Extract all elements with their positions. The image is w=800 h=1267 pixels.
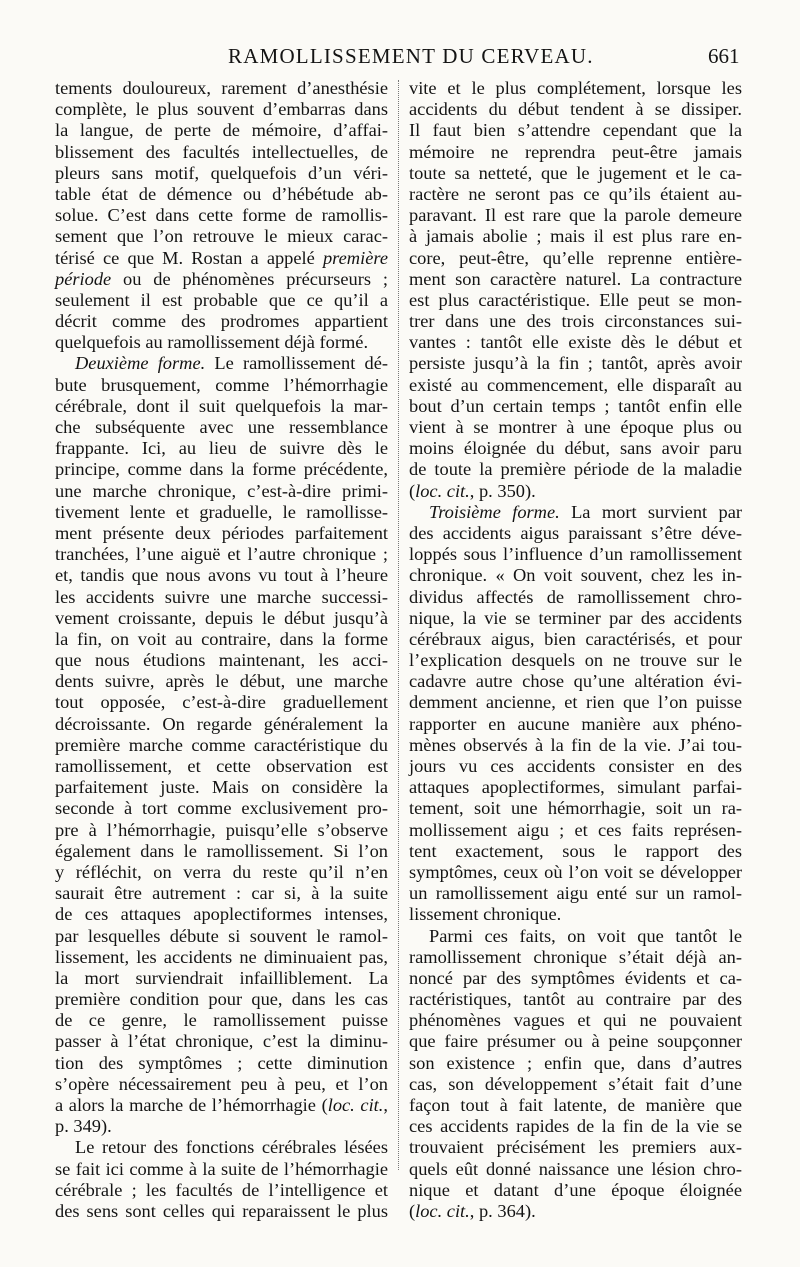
italic-text: loc. cit. xyxy=(415,1200,470,1221)
line-text: noncé par des symptômes évidents et ca- xyxy=(409,967,742,988)
line-text: tion des symptômes ; cette diminution xyxy=(55,1052,388,1073)
line-text: symptômes, ceux où l’on voit se développer xyxy=(409,861,742,882)
text-line xyxy=(409,184,742,205)
text-line xyxy=(409,248,742,269)
line-text: phénomènes vagues et qui ne pouvaient xyxy=(409,1010,742,1031)
text-line xyxy=(409,481,742,502)
line-text: son existence ; enfin que, dans d’autres xyxy=(409,1052,742,1073)
line-text: dents suivre, après le début, une marche xyxy=(55,671,388,692)
line-text: moins éloignée du début, sans avoir paru xyxy=(409,438,742,459)
running-title: RAMOLLISSEMENT DU CERVEAU. xyxy=(228,44,594,68)
line-text: vement croissante, depuis le début jusqu’à xyxy=(55,607,388,628)
text-line xyxy=(55,502,388,523)
line-text: à jamais abolie ; mais il est plus rare en- xyxy=(409,226,742,247)
italic-text: loc. cit. xyxy=(415,480,470,501)
text-line xyxy=(55,671,388,692)
text-line xyxy=(409,417,742,438)
line-text: s’opère nécessairement peu à peu, et l’on xyxy=(55,1073,388,1094)
text-line xyxy=(409,565,742,586)
text-line xyxy=(409,396,742,417)
line-text: persiste jusqu’à la fin ; tantôt, après avoir xyxy=(409,353,742,374)
line-text: solue. C’est dans cette forme de ramollis- xyxy=(55,205,388,226)
text-line xyxy=(55,587,388,608)
text-line xyxy=(409,1031,742,1052)
line-text: ractéristiques, tantôt au contraire par des xyxy=(409,989,742,1010)
text-line xyxy=(55,438,388,459)
line-text: ces accidents rapides de la fin de la vie se xyxy=(409,1116,742,1137)
text-line xyxy=(409,777,742,798)
text-line xyxy=(55,714,388,735)
line-text: tranchées, l’une aiguë et l’autre chronique ; xyxy=(55,544,388,565)
right-text-column xyxy=(409,78,742,1222)
text-line xyxy=(55,1074,388,1095)
page-number: 661 xyxy=(708,44,740,68)
line-text: ( xyxy=(409,480,416,501)
line-text: Le ramollissement dé- xyxy=(205,353,388,374)
line-text: tivement lente et graduelle, le ramollisse- xyxy=(55,501,388,522)
line-text: trer dans une des trois circonstances sui- xyxy=(409,311,742,332)
line-text: , p. 350). xyxy=(469,480,536,501)
text-line xyxy=(55,1180,388,1201)
text-line xyxy=(409,735,742,756)
line-text: y réfléchit, on verra du reste qu’il n’en xyxy=(55,861,388,882)
line-text: cérébrale ; les facultés de l’intelligence et xyxy=(55,1179,388,1200)
text-line xyxy=(55,1031,388,1052)
text-line xyxy=(55,989,388,1010)
line-text: ramollissement chronique s’était déjà an- xyxy=(409,946,742,967)
text-line xyxy=(55,1159,388,1180)
line-text: décroissante. On regarde généralement la xyxy=(55,713,388,734)
line-text: la langue, de perte de mémoire, d’affai- xyxy=(55,120,388,141)
left-text-column xyxy=(55,78,388,1222)
text-line xyxy=(55,629,388,650)
line-text: Le retour des fonctions cérébrales lésées xyxy=(75,1137,388,1158)
text-line xyxy=(409,99,742,120)
text-line xyxy=(55,353,388,374)
line-text: toute sa netteté, que le jugement et le ca- xyxy=(409,162,742,183)
text-line xyxy=(409,163,742,184)
text-line xyxy=(409,1116,742,1137)
line-text: Il faut bien s’attendre cependant que la xyxy=(409,120,742,141)
line-text: ( xyxy=(409,1200,416,1221)
line-text: l’explication desquels on ne trouve sur le xyxy=(409,650,742,671)
text-line xyxy=(409,1095,742,1116)
line-text: bute brusquement, comme l’hémorrhagie xyxy=(55,374,388,395)
text-line xyxy=(409,502,742,523)
text-line xyxy=(409,311,742,332)
line-text: vantes : tantôt elle existe dès le début et xyxy=(409,332,742,353)
line-text: nique, la vie se terminer par des accidents xyxy=(409,607,742,628)
line-text: décrit comme des prodromes appartient xyxy=(55,311,388,332)
text-line xyxy=(409,269,742,290)
text-line xyxy=(409,226,742,247)
text-line xyxy=(55,862,388,883)
text-line xyxy=(55,883,388,904)
text-line xyxy=(55,968,388,989)
line-text: blissement des facultés intellectuelles, de xyxy=(55,141,388,162)
text-line xyxy=(55,947,388,968)
line-text: mollissement aigu ; et ces faits représen- xyxy=(409,819,742,840)
text-line xyxy=(409,798,742,819)
text-line xyxy=(409,290,742,311)
text-line xyxy=(55,650,388,671)
line-text: un ramollissement aigu enté sur un ramol- xyxy=(409,883,742,904)
line-text: façon tout à fait latente, de manière que xyxy=(409,1095,742,1115)
line-text: , p. 364). xyxy=(469,1200,536,1221)
line-text: cérébraux aigus, bien caractérisés, et pour xyxy=(409,628,742,649)
text-line xyxy=(55,841,388,862)
text-line xyxy=(409,947,742,968)
text-line xyxy=(55,735,388,756)
line-text: cadavre autre chose qu’une altération évi- xyxy=(409,671,742,692)
italic-text: Troisième forme. xyxy=(429,501,560,522)
line-text: trouvaient précisément les premiers aux- xyxy=(409,1137,742,1158)
text-line xyxy=(55,163,388,184)
page-header xyxy=(0,44,800,74)
line-text: quels eût donné naissance une lésion chro- xyxy=(409,1158,742,1179)
line-text: des accidents aigus paraissant s’être déve- xyxy=(409,522,742,543)
line-text: existé au commencement, elle disparaît au xyxy=(409,374,742,395)
text-line xyxy=(55,184,388,205)
line-text: bout d’un certain temps ; tantôt enfin elle xyxy=(409,395,742,416)
line-text: de toute la première période de la maladie xyxy=(409,459,742,480)
text-line xyxy=(55,756,388,777)
line-text: et, tandis que nous avons vu tout à l’heure xyxy=(55,565,388,586)
text-line xyxy=(409,756,742,777)
line-text: par lesquelles débute si souvent le ramol- xyxy=(55,925,388,946)
text-line xyxy=(409,1201,742,1222)
text-line xyxy=(409,1180,742,1201)
text-line xyxy=(409,883,742,904)
line-text: a alors la marche de l’hémorrhagie ( xyxy=(55,1095,328,1115)
text-line xyxy=(409,608,742,629)
text-line xyxy=(409,142,742,163)
italic-text: loc. cit. xyxy=(327,1095,384,1115)
text-line xyxy=(409,1074,742,1095)
text-line xyxy=(55,375,388,396)
text-line xyxy=(55,332,388,353)
line-text: vite et le plus complétement, lorsque les xyxy=(409,78,742,98)
line-text: ment présente deux périodes parfaitement xyxy=(55,522,388,543)
line-text: vient à se montrer à une époque plus ou xyxy=(409,417,742,437)
line-text: chronique. « On voit souvent, chez les in- xyxy=(409,565,742,586)
text-line xyxy=(409,692,742,713)
line-text: Parmi ces faits, on voit que tantôt le xyxy=(429,925,742,946)
text-line xyxy=(409,353,742,374)
text-line xyxy=(409,375,742,396)
line-text: que nous étudions maintenant, les acci- xyxy=(55,650,388,671)
line-text: paravant. Il est rare que la parole demeure xyxy=(409,205,742,226)
text-line xyxy=(55,269,388,290)
line-text: quelquefois au ramollissement déjà formé. xyxy=(55,332,369,353)
text-line xyxy=(409,650,742,671)
line-text: des sens sont celles qui reparaissent le plus xyxy=(55,1200,388,1221)
line-text: ramollissement, et cette observation est xyxy=(55,756,388,776)
line-text: mènes observés à la fin de la vie. J’ai tou- xyxy=(409,734,742,755)
text-line xyxy=(55,565,388,586)
text-line xyxy=(409,629,742,650)
text-line xyxy=(55,1095,388,1116)
line-text: tout opposée, c’est-à-dire graduellement xyxy=(55,692,388,713)
line-text: saurait être autrement : car si, à la suite xyxy=(55,883,388,904)
line-text: jours vu ces accidents consister en des xyxy=(409,756,742,776)
text-line xyxy=(55,1053,388,1074)
line-text: accidents du début tendent à se dissiper. xyxy=(409,99,742,120)
text-line xyxy=(55,820,388,841)
line-text: de ces attaques apoplectiformes intenses, xyxy=(55,904,388,925)
italic-text: Deuxième forme. xyxy=(75,353,206,374)
text-line xyxy=(409,1010,742,1031)
line-text: se fait ici comme à la suite de l’hémorrhagie xyxy=(55,1158,388,1179)
line-text: , xyxy=(383,1095,388,1115)
line-text: la mort surviendrait infailliblement. La xyxy=(55,967,388,988)
line-text: que faire présumer ou à peine soupçonner xyxy=(409,1031,742,1052)
line-text: la fin, on voit au contraire, dans la forme xyxy=(55,628,388,649)
text-line xyxy=(55,777,388,798)
text-line xyxy=(409,205,742,226)
text-line xyxy=(409,820,742,841)
text-line xyxy=(55,523,388,544)
text-line xyxy=(55,481,388,502)
line-text: est plus caractéristique. Elle peut se mon- xyxy=(409,289,742,310)
text-line xyxy=(409,523,742,544)
text-line xyxy=(409,1137,742,1158)
line-text: de ce genre, le ramollissement puisse xyxy=(55,1010,388,1031)
line-text: parfaitement juste. Mais on considère la xyxy=(55,777,388,798)
text-line xyxy=(409,862,742,883)
text-line xyxy=(55,544,388,565)
text-line xyxy=(55,904,388,925)
line-text: cérébrale, dont il suit quelquefois la mar- xyxy=(55,395,388,416)
text-line xyxy=(55,417,388,438)
line-text: première condition pour que, dans les cas xyxy=(55,989,388,1010)
text-line xyxy=(409,841,742,862)
line-text: pleurs sans motif, quelquefois d’un véri- xyxy=(55,162,388,183)
text-line xyxy=(55,459,388,480)
line-text: tements douloureux, rarement d’anesthésie xyxy=(55,78,388,98)
text-line xyxy=(55,1137,388,1158)
line-text: sement que l’on retrouve le mieux carac- xyxy=(55,226,388,247)
text-line xyxy=(55,396,388,417)
line-text: ractère ne seront pas ce qu’ils étaient au- xyxy=(409,183,742,204)
line-text: seulement il est probable que ce qu’il a xyxy=(55,289,388,310)
line-text: cas, son développement s’était fait d’une xyxy=(409,1073,742,1094)
text-line xyxy=(55,1010,388,1031)
line-text: loppés sous l’influence d’un ramollissement xyxy=(409,544,742,565)
text-line xyxy=(55,248,388,269)
text-line xyxy=(409,78,742,99)
line-text: principe, comme dans la forme précédente, xyxy=(55,459,388,480)
text-line xyxy=(55,99,388,120)
text-line xyxy=(55,1116,388,1137)
text-line xyxy=(55,1201,388,1222)
line-text: une marche chronique, c’est-à-dire primi- xyxy=(55,480,388,501)
line-text: complète, le plus souvent d’embarras dans xyxy=(55,99,388,120)
line-text: tement, soit une hémorrhagie, soit un ra- xyxy=(409,798,742,819)
line-text: p. 349). xyxy=(55,1116,112,1137)
line-text: rapporter en aucune manière aux phéno- xyxy=(409,713,742,734)
text-line xyxy=(55,142,388,163)
line-text: lissement, les accidents ne diminuaient pas, xyxy=(55,946,388,967)
line-text: attaques apoplectiformes, simulant parfai- xyxy=(409,777,742,798)
text-line xyxy=(409,1159,742,1180)
text-line xyxy=(55,205,388,226)
text-line xyxy=(55,692,388,713)
line-text: dividus affectés de ramollissement chro- xyxy=(409,586,742,607)
column-divider xyxy=(398,80,399,1170)
line-text: tent exactement, sous le rapport des xyxy=(409,840,742,861)
text-line xyxy=(409,1053,742,1074)
line-text: mémoire ne reprendra peut-être jamais xyxy=(409,141,742,162)
line-text: seconde à tort comme exclusivement pro- xyxy=(55,798,388,819)
text-line xyxy=(409,926,742,947)
text-line xyxy=(409,989,742,1010)
italic-text: première xyxy=(322,247,388,268)
text-line xyxy=(409,120,742,141)
line-text: demment ancienne, et rien que l’on puisse xyxy=(409,692,742,713)
line-text: également dans le ramollissement. Si l’on xyxy=(55,840,388,861)
text-line xyxy=(55,311,388,332)
text-line xyxy=(55,120,388,141)
text-line xyxy=(55,78,388,99)
text-line xyxy=(409,459,742,480)
text-line xyxy=(409,544,742,565)
line-text: térisé ce que M. Rostan a appelé xyxy=(55,247,323,268)
line-text: pre à l’hémorrhagie, puisqu’elle s’observe xyxy=(55,819,388,840)
text-line xyxy=(409,671,742,692)
text-line xyxy=(55,290,388,311)
line-text: frappante. Ici, au lieu de suivre dès le xyxy=(55,438,388,459)
text-line xyxy=(409,332,742,353)
text-line xyxy=(409,438,742,459)
line-text: ment son caractère naturel. La contracture xyxy=(409,268,742,289)
text-line xyxy=(409,714,742,735)
italic-text: période xyxy=(55,268,112,289)
line-text: core, peut-être, qu’elle reprenne entière- xyxy=(409,247,742,268)
line-text: première marche comme caractéristique du xyxy=(55,734,388,755)
text-line xyxy=(409,587,742,608)
line-text: lissement chronique. xyxy=(409,904,562,925)
line-text: La mort survient par xyxy=(559,501,742,522)
text-line xyxy=(55,798,388,819)
text-line xyxy=(409,968,742,989)
line-text: les accidents suivre une marche successi- xyxy=(55,586,388,607)
text-line xyxy=(55,926,388,947)
line-text: ou de phénomènes précurseurs ; xyxy=(111,268,388,289)
text-line xyxy=(55,608,388,629)
line-text: nique et datant d’une époque éloignée xyxy=(409,1179,742,1200)
text-line xyxy=(409,904,742,925)
line-text: passer à l’état chronique, c’est la diminu- xyxy=(55,1031,388,1052)
line-text: che subséquente avec une ressemblance xyxy=(55,417,388,437)
line-text: table état de démence ou d’hébétude ab- xyxy=(55,183,388,204)
text-line xyxy=(55,226,388,247)
